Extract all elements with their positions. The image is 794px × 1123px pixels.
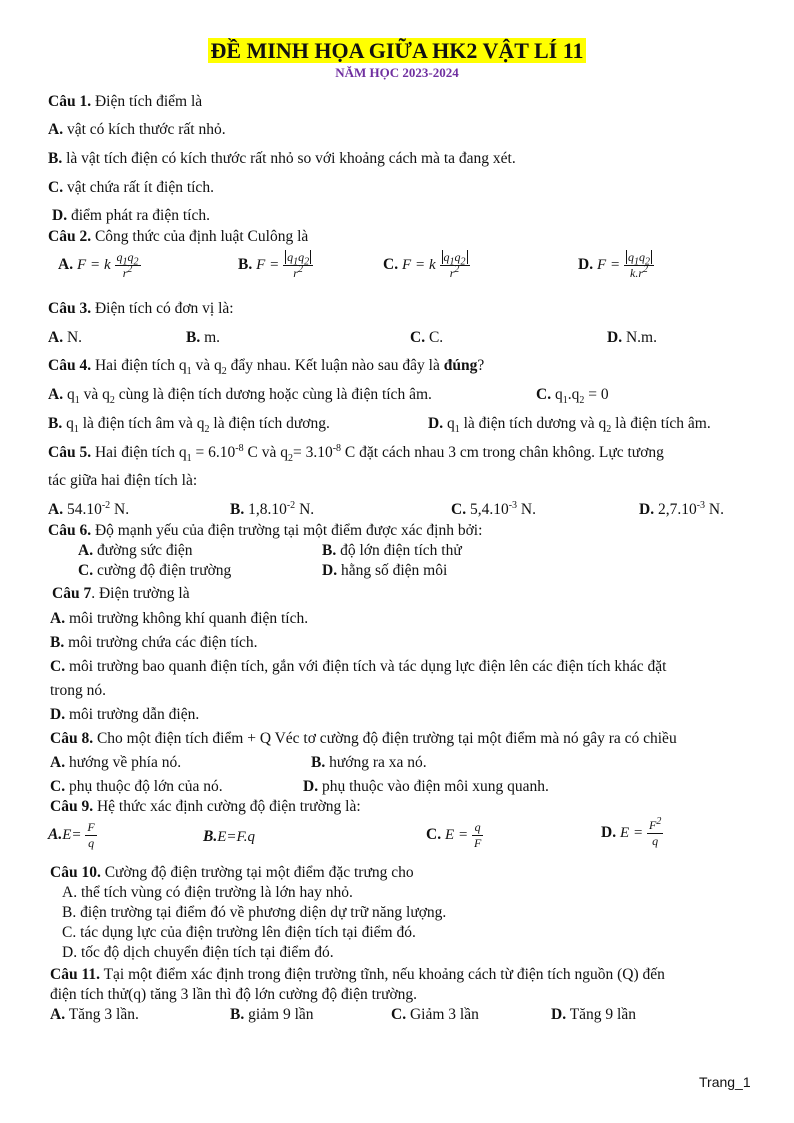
q6-option-d: D. hằng số điện môi: [322, 562, 448, 579]
q6-option-b: B. độ lớn điện tích thử: [322, 542, 462, 559]
formula-fraction: $\frac{q_1q_2}{r^2}$: [283, 250, 313, 281]
q11-option-c: C. Giảm 3 lần: [391, 1006, 479, 1023]
q3-option-d: D. N.m.: [607, 329, 657, 346]
q2-option-b: B. F = $\frac{q_1q_2}{r^2}$: [238, 250, 313, 281]
q8-option-b: B. hướng ra xa nó.: [311, 754, 427, 771]
formula-fraction: $\frac{q_1q_2}{r^2}$: [440, 250, 470, 281]
q4-option-d: D. $q_1$ là điện tích dương và $q_2$ là điện tích âm.: [428, 415, 711, 436]
q11-option-d: D. Tăng 9 lần: [551, 1006, 636, 1023]
q6-option-c: C. cường độ điện trường: [78, 562, 232, 579]
q8-option-c: C. phụ thuộc độ lớn của nó.: [50, 778, 223, 795]
question-11-line2: điện tích thử(q) tăng 3 lần thì độ lớn cường độ điện trường.: [50, 986, 418, 1003]
q8-option-d: D. phụ thuộc vào điện môi xung quanh.: [303, 778, 549, 795]
question-1: Câu 1. Điện tích điểm là: [48, 93, 203, 110]
q3-option-c: C. C.: [410, 329, 444, 346]
question-5: Câu 5. Hai điện tích $q_1 = 6.10^{-8}$ C và $q_2= 3.10^{-8}$ C đặt cách nhau 3 cm trong chân không. Lực tương: [48, 442, 664, 465]
q7-option-d: D. môi trường dẫn điện.: [50, 706, 200, 723]
page-number: Trang_1: [699, 1074, 751, 1090]
question-2: Câu 2. Công thức của định luật Culông là: [48, 228, 309, 245]
q1-option-b: B. là vật tích điện có kích thước rất nhỏ so với khoảng cách mà ta đang xét.: [48, 150, 516, 167]
q10-option-c: C. tác dụng lực của điện trường lên điện tích tại điểm đó.: [62, 924, 416, 941]
q1-option-c: C. vật chứa rất ít điện tích.: [48, 179, 214, 196]
q5-option-b: B. $1,8.10^{-2}$ N.: [230, 499, 315, 518]
question-3: Câu 3. Điện tích có đơn vị là:: [48, 300, 234, 317]
question-7: Câu 7. Điện trường là: [52, 585, 190, 602]
q5-option-a: A. $54.10^{-2}$ N.: [48, 499, 130, 518]
q9-option-b: B.E=F.q: [203, 828, 255, 845]
formula-fraction: $\frac{q_1q_2}{r^2}$: [116, 250, 139, 280]
question-5-line2: tác giữa hai điện tích là:: [48, 472, 198, 489]
question-9: Câu 9. Hệ thức xác định cường độ điện trường là:: [50, 798, 361, 815]
school-year: NĂM HỌC 2023-2024: [335, 65, 459, 80]
q11-option-a: A. Tăng 3 lần.: [50, 1006, 139, 1023]
q10-option-d: D. tốc độ dịch chuyển điện tích tại điểm đó.: [62, 944, 334, 961]
q3-option-a: A. N.: [48, 329, 83, 346]
q5-option-d: D. $2,7.10^{-3}$ N.: [639, 499, 724, 518]
q2-option-a: A. F = k $\frac{q_1q_2}{r^2}$: [58, 250, 139, 280]
q7-option-b: B. môi trường chứa các điện tích.: [50, 634, 258, 651]
exam-title: ĐỀ MINH HỌA GIỮA HK2 VẬT LÍ 11: [210, 38, 584, 63]
formula-fraction: $\frac{F^2}{q}$: [649, 816, 662, 848]
q7-option-a: A. môi trường không khí quanh điện tích.: [50, 610, 309, 627]
q9-option-c: C. E = $\frac{q}{F}$: [426, 820, 482, 850]
question-11: Câu 11. Tại một điểm xác định trong điện trường tĩnh, nếu khoảng cách từ điện tích nguồn (Q) đến: [50, 966, 665, 983]
question-4: Câu 4. Hai điện tích $q_1$ và $q_2$ đẩy nhau. Kết luận nào sau đây là đúng?: [48, 357, 485, 378]
q10-option-a: A. thể tích vùng có điện trường là lớn hay nhỏ.: [62, 884, 353, 901]
q4-option-c: C. $q_1.q_2 = 0$: [536, 386, 609, 407]
q10-option-b: B. điện trường tại điểm đó về phương diện dự trữ năng lượng.: [62, 904, 447, 921]
q9-option-a: A.E= $\frac{F}{q}$: [48, 820, 95, 850]
q8-option-a: A. hướng về phía nó.: [50, 754, 182, 771]
formula-fraction: $\frac{q_1q_2}{k.r^2}$: [624, 250, 654, 281]
q7-option-c: C. môi trường bao quanh điện tích, gắn với điện tích và tác dụng lực điện lên các điện tích khác đặt: [50, 658, 667, 675]
formula-fraction: $\frac{q}{F}$: [474, 820, 482, 850]
q3-option-b: B. m.: [186, 329, 221, 346]
q5-option-c: C. $5,4.10^{-3}$ N.: [451, 499, 536, 518]
q1-option-a: A. vật có kích thước rất nhỏ.: [48, 121, 226, 138]
q4-option-a: A. $q_1$ và $q_2$ cùng là điện tích dương hoặc cùng là điện tích âm.: [48, 386, 432, 407]
question-10: Câu 10. Cường độ điện trường tại một điểm đặc trưng cho: [50, 864, 414, 881]
question-6: Câu 6. Độ mạnh yếu của điện trường tại một điểm được xác định bởi:: [48, 522, 483, 539]
q2-option-d: D. F = $\frac{q_1q_2}{k.r^2}$: [578, 250, 654, 281]
q7-option-c-line2: trong nó.: [50, 682, 106, 699]
q6-option-a: A. đường sức điện: [78, 542, 193, 559]
q4-option-b: B. $q_1$ là điện tích âm và $q_2$ là điện tích dương.: [48, 415, 330, 436]
question-8: Câu 8. Cho một điện tích điểm + Q Véc tơ cường độ điện trường tại một điểm mà nó gây ra có chiều: [50, 730, 677, 747]
formula-fraction: $\frac{F}{q}$: [87, 820, 95, 850]
q11-option-b: B. giảm 9 lần: [230, 1006, 314, 1023]
q2-option-c: C. F = k $\frac{q_1q_2}{r^2}$: [383, 250, 470, 281]
q9-option-d: D. E = $\frac{F^2}{q}$: [601, 816, 662, 848]
q1-option-d: D. điểm phát ra điện tích.: [52, 207, 210, 224]
